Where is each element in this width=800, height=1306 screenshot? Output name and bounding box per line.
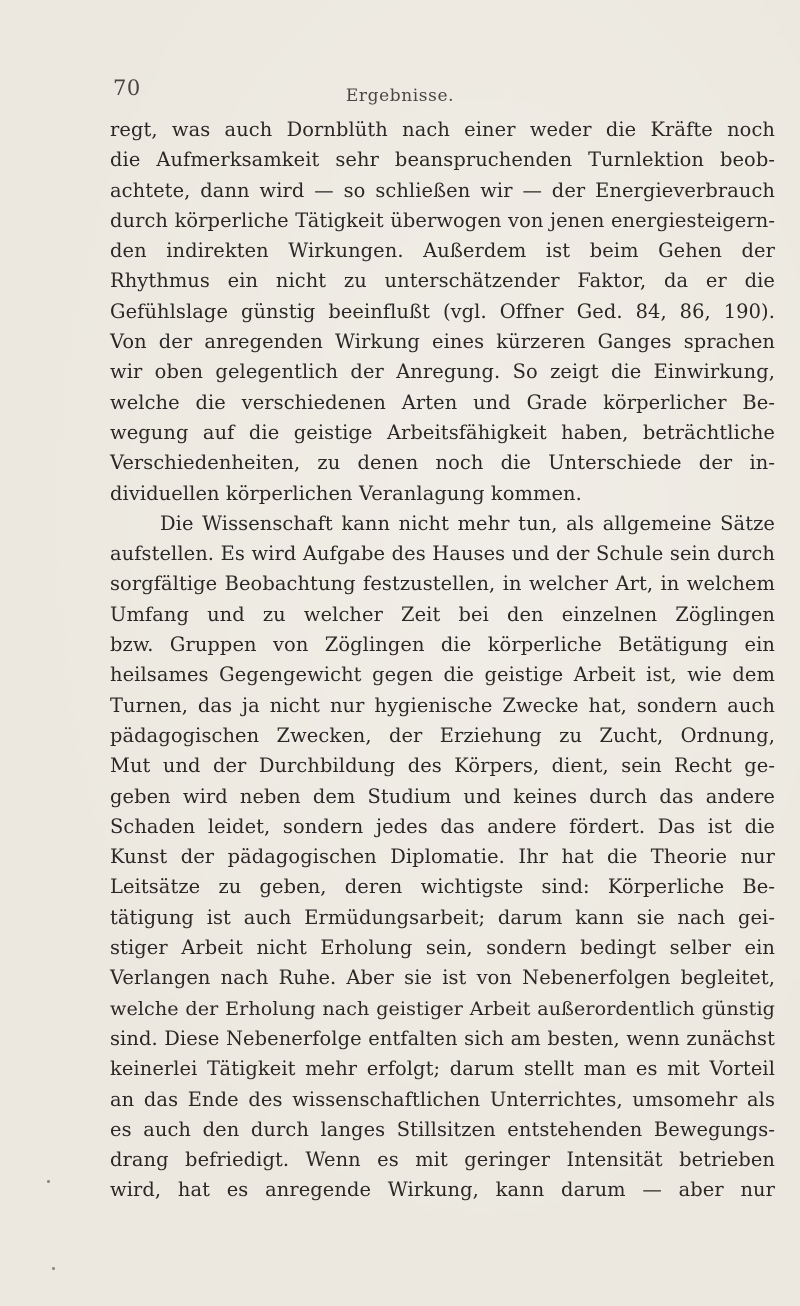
text-line: tätigung ist auch Ermüdungsarbeit; darum kann sie nach gei- [110,905,775,929]
text-line: durch körperliche Tätigkeit überwogen von jenen energiesteigern- [110,208,775,232]
text-line: Umfang und zu welcher Zeit bei den einzelnen Zöglingen [110,602,775,626]
text-line: Kunst der pädagogischen Diplomatie. Ihr hat die Theorie nur [110,845,775,869]
paper-speck [52,1267,55,1270]
text-line: Verschiedenheiten, zu denen noch die Unterschiede der in- [110,451,775,475]
text-line: Turnen, das ja nicht nur hygienische Zwecke hat, sondern auch [110,693,775,717]
text-line: geben wird neben dem Studium und keines durch das andere [110,784,775,808]
text-line-paragraph-end: dividuellen körperlichen Veranlagung kommen. [110,481,582,505]
page-number: 70 [113,76,141,100]
text-line: wird, hat es anregende Wirkung, kann darum — aber nur [110,1178,775,1202]
text-line: pädagogischen Zwecken, der Erziehung zu Zucht, Ordnung, [110,723,775,747]
text-line: bzw. Gruppen von Zöglingen die körperliche Betätigung ein [110,633,775,657]
text-line: regt, was auch Dornblüth nach einer weder die Kräfte noch [110,118,775,141]
text-line: wir oben gelegentlich der Anregung. So zeigt die Einwirkung, [110,360,775,384]
text-line: an das Ende des wissenschaftlichen Unterrichtes, umsomehr als [110,1087,775,1111]
text-line: Rhythmus ein nicht zu unterschätzender Faktor, da er die [110,269,775,293]
running-head: Ergebnisse. [345,86,455,106]
text-line: sorgfältige Beobachtung festzustellen, in welcher Art, in welchem [110,572,775,596]
text-line: achtete, dann wird — so schließen wir — der Energieverbrauch [110,178,775,202]
text-line: sind. Diese Nebenerfolge entfalten sich am besten, wenn zunächst [110,1026,775,1050]
text-line: Gefühlslage günstig beeinflußt (vgl. Offner Ged. 84, 86, 190). [110,299,775,323]
text-line: wegung auf die geistige Arbeitsfähigkeit haben, beträchtliche [110,420,775,444]
text-line: keinerlei Tätigkeit mehr erfolgt; darum stellt man es mit Vorteil [110,1057,775,1081]
text-line-paragraph-start: Die Wissenschaft kann nicht mehr tun, als allgemeine Sätze [160,511,775,535]
text-line: Schaden leidet, sondern jedes das andere fördert. Das ist die [110,814,775,838]
text-line: Von der anregenden Wirkung eines kürzeren Ganges sprachen [110,330,775,354]
text-line: drang befriedigt. Wenn es mit geringer Intensität betrieben [110,1148,775,1172]
text-line: Leitsätze zu geben, deren wichtigste sind: Körperliche Be- [110,875,775,899]
text-line: den indirekten Wirkungen. Außerdem ist beim Gehen der [110,239,775,263]
text-line: aufstellen. Es wird Aufgabe des Hauses und der Schule sein durch [110,542,775,566]
text-line: Mut und der Durchbildung des Körpers, dient, sein Recht ge- [110,754,775,778]
text-line: es auch den durch langes Stillsitzen entstehenden Bewegungs- [110,1117,775,1141]
body-text [110,115,775,1206]
text-line: stiger Arbeit nicht Erholung sein, sondern bedingt selber ein [110,936,775,960]
text-line: die Aufmerksamkeit sehr beanspruchenden Turnlektion beob- [110,148,775,172]
text-line: welche die verschiedenen Arten und Grade körperlicher Be- [110,390,775,414]
paper-speck [47,1180,50,1183]
text-line: Verlangen nach Ruhe. Aber sie ist von Nebenerfolgen begleitet, [110,966,775,990]
text-line: heilsames Gegengewicht gegen die geistige Arbeit ist, wie dem [110,663,775,687]
text-line: welche der Erholung nach geistiger Arbeit außerordentlich günstig [110,996,775,1020]
